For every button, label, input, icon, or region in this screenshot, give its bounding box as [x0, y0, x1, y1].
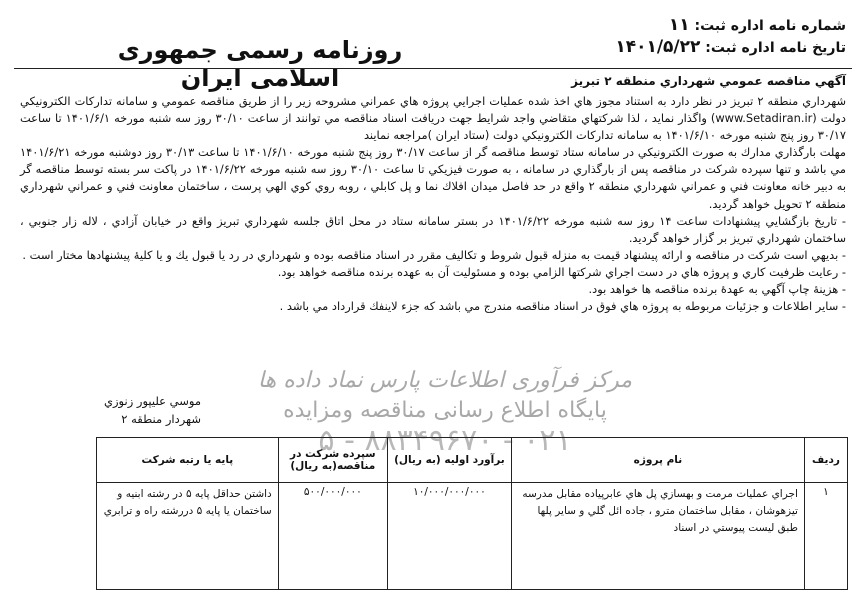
notice-paragraph: - تاريخ بازگشايي پيشنهادات ساعت ۱۴ روز سه شنبه مورخه ۱۴۰۱/۶/۲۲ در بستر سامانه ستاد در محل اتاق جلسه شهرداري تبريز واقع در خيابان آزادي ، لاله زار جنوبي ، ساختمان شهرداري تبريز بر گزار خواهد گرديد. [20, 213, 846, 245]
header-deposit: سپرده شركت در مناقصه(به ريال) [278, 438, 387, 483]
header-grade: پايه يا رتبه شركت [97, 438, 279, 483]
watermark-line: مرکز فرآوری اطلاعات پارس نماد داده ها [257, 368, 633, 393]
registration-number: ۱۱ [668, 15, 690, 35]
cell-estimate: ۱۰/۰۰۰/۰۰۰/۰۰۰ [387, 483, 511, 590]
signature-name: موسي عليپور زنوزي [104, 394, 201, 408]
signature-title: شهردار منطقه ۲ [121, 412, 201, 426]
header-radif: رديف [804, 438, 847, 483]
notice-paragraph: - ساير اطلاعات و جزئيات مربوطه به پروژه هاي فوق در اسناد مناقصه مندرج مي باشد كه جزء لاينفك قرارداد مي باشد . [279, 299, 846, 314]
table-header-row [97, 438, 848, 483]
header-estimate: برآورد اوليه (به ريال) [387, 438, 511, 483]
notice-paragraph: - بديهي است شركت در مناقصه و ارائه پيشنهاد قيمت به منزله قبول شروط و تكاليف مقرر در اسناد مناقصه بوده و شهرداري در رد يا قبول يك و يا كليهٔ پيشنهادها مختار است . [22, 247, 846, 262]
registration-date: ۱۴۰۱/۵/۲۲ [615, 37, 701, 57]
watermark-line: پایگاه اطلاع رسانی مناقصه ومزایده [283, 398, 607, 423]
registration-meta [516, 14, 846, 58]
notice-paragraph: - رعايت ظرفيت كاري و پروژه هاي در دست اجراي شركتها الزامي بوده و مسئوليت آن به عهده برنده مناقصه خواهد بود. [277, 264, 846, 279]
notice-paragraph: مهلت بارگذاري مدارك به صورت الكترونيكي در سامانه ستاد توسط مناقصه گر از ساعت ۳۰/۱۷ روز پنج شنبه مورخه ۱۴۰۱/۶/۱۰ تا ساعت ۳۰/۱۳ روز دوشنبه مورخه ۱۴۰۱/۶/۲۱ مي باشد و تنها سپرده شركت در مناقصه پس از بارگذاري در سامانه ، به صورت فيزيكي تا ساعت ۳۰/۱۰ روز سه شنبه مورخه ۱۴۰۱/۶/۲۲ در پاكت سر بسته توسط مناقصه گر به دبير خانه معاونت فني و عمراني شهرداري منطقه ۲ واقع در حد فاصل ميدان افلاك نما و پل كابلي ، روبه روي كوي الهي پرست ، ساختمان معاونت فني و عمراني شهرداري منطقه ۲ تحويل خواهد گرديد. [20, 145, 846, 211]
registration-date-row [516, 36, 846, 58]
header-project-name: نام پروژه [511, 438, 804, 483]
cell-project-name: اجراي عمليات مرمت و بهسازي پل هاي عابرپياده مقابل مدرسه تيزهوشان ، مقابل ساختمان مترو ، جاده ائل گلي و ساير پلها طبق ليست پيوستي در اسناد [511, 483, 804, 590]
registration-number-label: شماره نامه اداره ثبت: [694, 18, 846, 34]
registration-date-label: تاریخ نامه اداره ثبت: [705, 40, 846, 56]
signature-block [21, 392, 201, 428]
project-table [96, 437, 848, 590]
newspaper-title: روزنامه رسمی جمهوری اسلامی ایران [117, 36, 403, 92]
notice-paragraph: - هزينهٔ چاپ آگهي به عهدهٔ برنده مناقصه ها خواهد بود. [588, 282, 846, 297]
notice-paragraph: شهرداري منطقه ۲ تبريز در نظر دارد به استناد مجوز هاي اخذ شده عمليات اجرايي پروژه هاي عمراني مشروحه زير را از طريق مناقصه عمومي و سامانه تداركات الكترونيكي دولت (www.Setadiran.ir) واگذار نمايد ، لذا شركتهاي متقاضي واجد شرايط جهت دريافت اسناد مناقصه مي توانند از ساعت ۳۰/۱۰ روز سه شنبه مورخه ۱۴۰۱/۶/۱ تا ساعت ۳۰/۱۷ روز پنج شنبه مورخه ۱۴۰۱/۶/۱۰ به سامانه تداركات الكترونيكي دولت (ستاد ايران )مراجعه نمايند [20, 94, 846, 143]
header-divider [14, 68, 852, 69]
cell-radif: ۱ [804, 483, 847, 590]
watermark-phone: ۰۲۱ - ۸۸۳۴۹۶۷۰ - ۵ [318, 423, 572, 458]
notice-title: آگهي مناقصه عمومي شهرداري منطقه ۲ تبريز [571, 74, 846, 88]
table-row [97, 483, 848, 590]
cell-deposit: ۵۰۰/۰۰۰/۰۰۰ [278, 483, 387, 590]
registration-number-row [516, 14, 846, 36]
cell-grade: داشتن حداقل پايه ۵ در رشته ابنيه و ساختمان يا پايه ۵ دررشته راه و ترابري [97, 483, 279, 590]
notice-body [20, 93, 846, 315]
